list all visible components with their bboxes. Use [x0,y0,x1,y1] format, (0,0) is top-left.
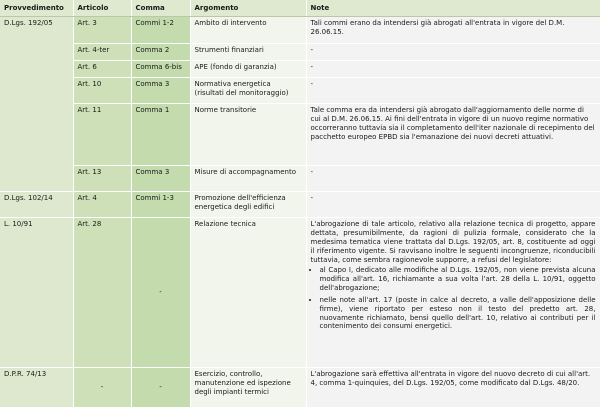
note-cell: Tale comma era da intendersi già abrogato dall'aggiornamento delle norme di cui al D.M. 26.06.15. Ai fini dell'entrata in vigore di un nuovo regime normativo occorreranno tuttavia sia il completamento dell'iter nazionale di recepimento del pacchetto europeo EPBD sia l'emanazione dei nuovi decreti attuativi. [306,104,600,166]
note-cell: - [306,166,600,192]
argomento-cell: Strumenti finanziari [190,44,306,61]
argomento-cell: Misure di accompagnamento [190,166,306,192]
argomento-cell: Promozione dell'efficienza energetica degli edifici [190,192,306,218]
table-row [0,44,600,61]
articolo-cell: Art. 11 [73,104,131,166]
note-cell: - [306,78,600,104]
argomento-cell: Norme transitorie [190,104,306,166]
comma-cell: Comma 6-bis [131,61,190,78]
table-row [0,104,600,166]
argomento-cell: Normativa energetica (risultati del monitoraggio) [190,78,306,104]
table-row [0,368,600,408]
header-provvedimento: Provvedimento [0,0,73,17]
table-row [0,192,600,218]
comma-cell: Comma 3 [131,166,190,192]
note-bullet-item: • al Capo I, dedicato alle modifiche al D.Lgs. 192/05, non viene prevista alcuna modifica all'art. 16, richiamante a sua volta l'art. 28 della L. 10/91, oggetto dell'abrogazione; [320,266,596,293]
note-cell: L'abrogazione sarà effettiva all'entrata in vigore del nuovo decreto di cui all'art. 4, comma 1-quinquies, del D.Lgs. 192/05, come modificato dal D.Lgs. 48/20. [306,368,600,408]
note-bullet-item: • nelle note all'art. 17 (poste in calce al decreto, a valle dell'apposizione delle firme), viene riportato per esteso non il testo del predetto art. 28, nuovamente richiamato, bensì quello dell'art. 10, relativo ai contributi per il contenimento dei consumi energetici. [320,296,596,332]
articolo-cell: - [73,368,131,408]
articolo-cell: Art. 6 [73,61,131,78]
note-paragraph: L'abrogazione di tale articolo, relativo alla relazione tecnica di progetto, appare dettata, presumibilmente, da ragioni di pulizia formale, considerato che la medesima tematica viene trattata dal D.Lgs. 192/05, art. 8, costituente ad oggi il riferimento vigente. Si ravvisano inoltre le seguenti incongruenze, riconducibili tuttavia, come sembra ragionevole supporre, a refusi del legislatore: [310,220,596,264]
provvedimento-cell: L. 10/91 [0,218,73,368]
note-cell [306,218,600,368]
argomento-cell: Ambito di intervento [190,17,306,44]
header-articolo: Articolo [73,0,131,17]
argomento-cell: APE (fondo di garanzia) [190,61,306,78]
comma-cell: Commi 1-2 [131,17,190,44]
articolo-cell: Art. 13 [73,166,131,192]
header-note: Note [306,0,600,17]
table-row [0,17,600,44]
articolo-cell: Art. 4-ter [73,44,131,61]
comma-cell: Commi 1-3 [131,192,190,218]
comma-cell: Comma 1 [131,104,190,166]
note-cell: - [306,192,600,218]
note-cell: - [306,61,600,78]
articolo-cell: Art. 10 [73,78,131,104]
articolo-cell: Art. 28 [73,218,131,368]
comma-cell: - [131,368,190,408]
table-row [0,78,600,104]
header-argomento: Argomento [190,0,306,17]
note-bullet-list [311,266,596,332]
argomento-cell: Esercizio, controllo, manutenzione ed ispezione degli impianti termici [190,368,306,408]
comma-cell: - [131,218,190,368]
table-row [0,218,600,368]
articolo-cell: Art. 3 [73,17,131,44]
provvedimento-cell: D.P.R. 74/13 [0,368,73,408]
provvedimento-cell: D.Lgs. 102/14 [0,192,73,218]
articolo-cell: Art. 4 [73,192,131,218]
note-cell: Tali commi erano da intendersi già abrogati all'entrata in vigore del D.M. 26.06.15. [306,17,600,44]
comma-cell: Comma 2 [131,44,190,61]
table-row [0,166,600,192]
header-comma: Comma [131,0,190,17]
note-cell: - [306,44,600,61]
table-header-row [0,0,600,17]
comma-cell: Comma 3 [131,78,190,104]
argomento-cell: Relazione tecnica [190,218,306,368]
provvedimento-cell: D.Lgs. 192/05 [0,17,73,192]
table-row [0,61,600,78]
